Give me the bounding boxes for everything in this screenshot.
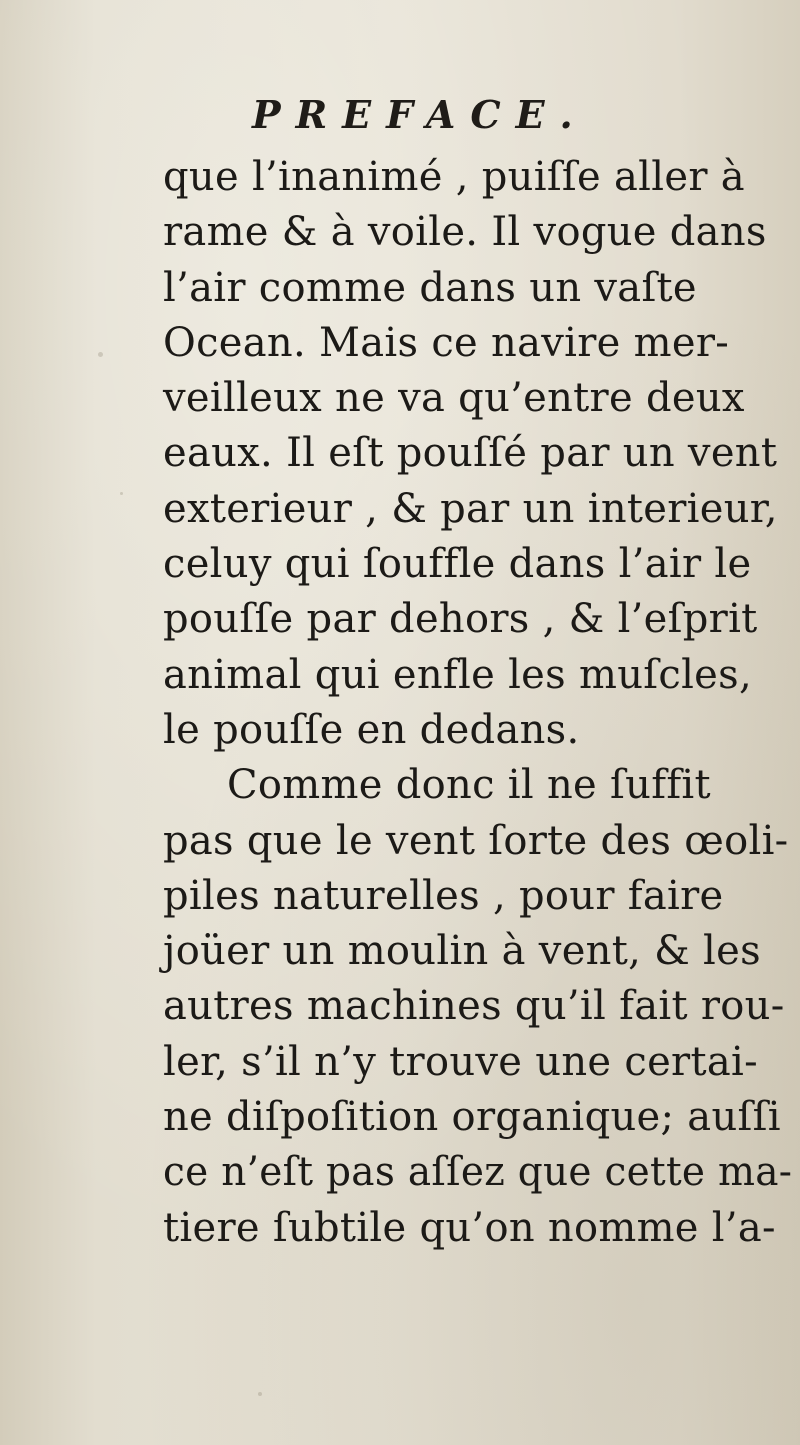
text-line: celuy qui ſouffle dans l’air le xyxy=(163,541,752,588)
text-line: piles naturelles , pour faire xyxy=(163,872,724,919)
text-line: le pouſſe en dedans. xyxy=(163,706,580,753)
text-line: exterieur , & par un interieur, xyxy=(163,485,778,532)
text-line: joüer un moulin à vent, & les xyxy=(163,928,761,975)
text-line: ne diſpoſition organique; auſſi xyxy=(163,1094,781,1141)
running-head: PREFACE. xyxy=(252,92,588,137)
paragraph-start-line: Comme donc il ne ſuffit xyxy=(227,762,711,809)
text-line: eaux. Il eſt pouſſé par un vent xyxy=(163,430,778,477)
text-line: ce n’eſt pas aſſez que cette ma- xyxy=(163,1149,793,1196)
text-line: animal qui enfle les muſcles, xyxy=(163,651,752,698)
text-line: rame & à voile. Il vogue dans xyxy=(163,209,767,256)
paper-spot xyxy=(120,492,123,495)
text-line: l’air comme dans un vaſte xyxy=(163,264,697,311)
text-line: ler, s’il n’y trouve une certai- xyxy=(163,1038,758,1085)
text-line: tiere ſubtile qu’on nomme l’a- xyxy=(163,1204,776,1251)
paper-spot xyxy=(258,1392,262,1396)
text-line: Ocean. Mais ce navire mer- xyxy=(163,319,730,366)
body-text xyxy=(163,150,798,1256)
text-line: autres machines qu’il fait rou- xyxy=(163,983,785,1030)
text-line: pas que le vent ſorte des œoli- xyxy=(163,817,789,864)
text-line: pouſſe par dehors , & l’eſprit xyxy=(163,596,758,643)
text-line: veilleux ne va qu’entre deux xyxy=(163,375,745,422)
text-line: que l’inanimé , puiſſe aller à xyxy=(163,154,745,200)
paper-spot xyxy=(98,352,103,357)
